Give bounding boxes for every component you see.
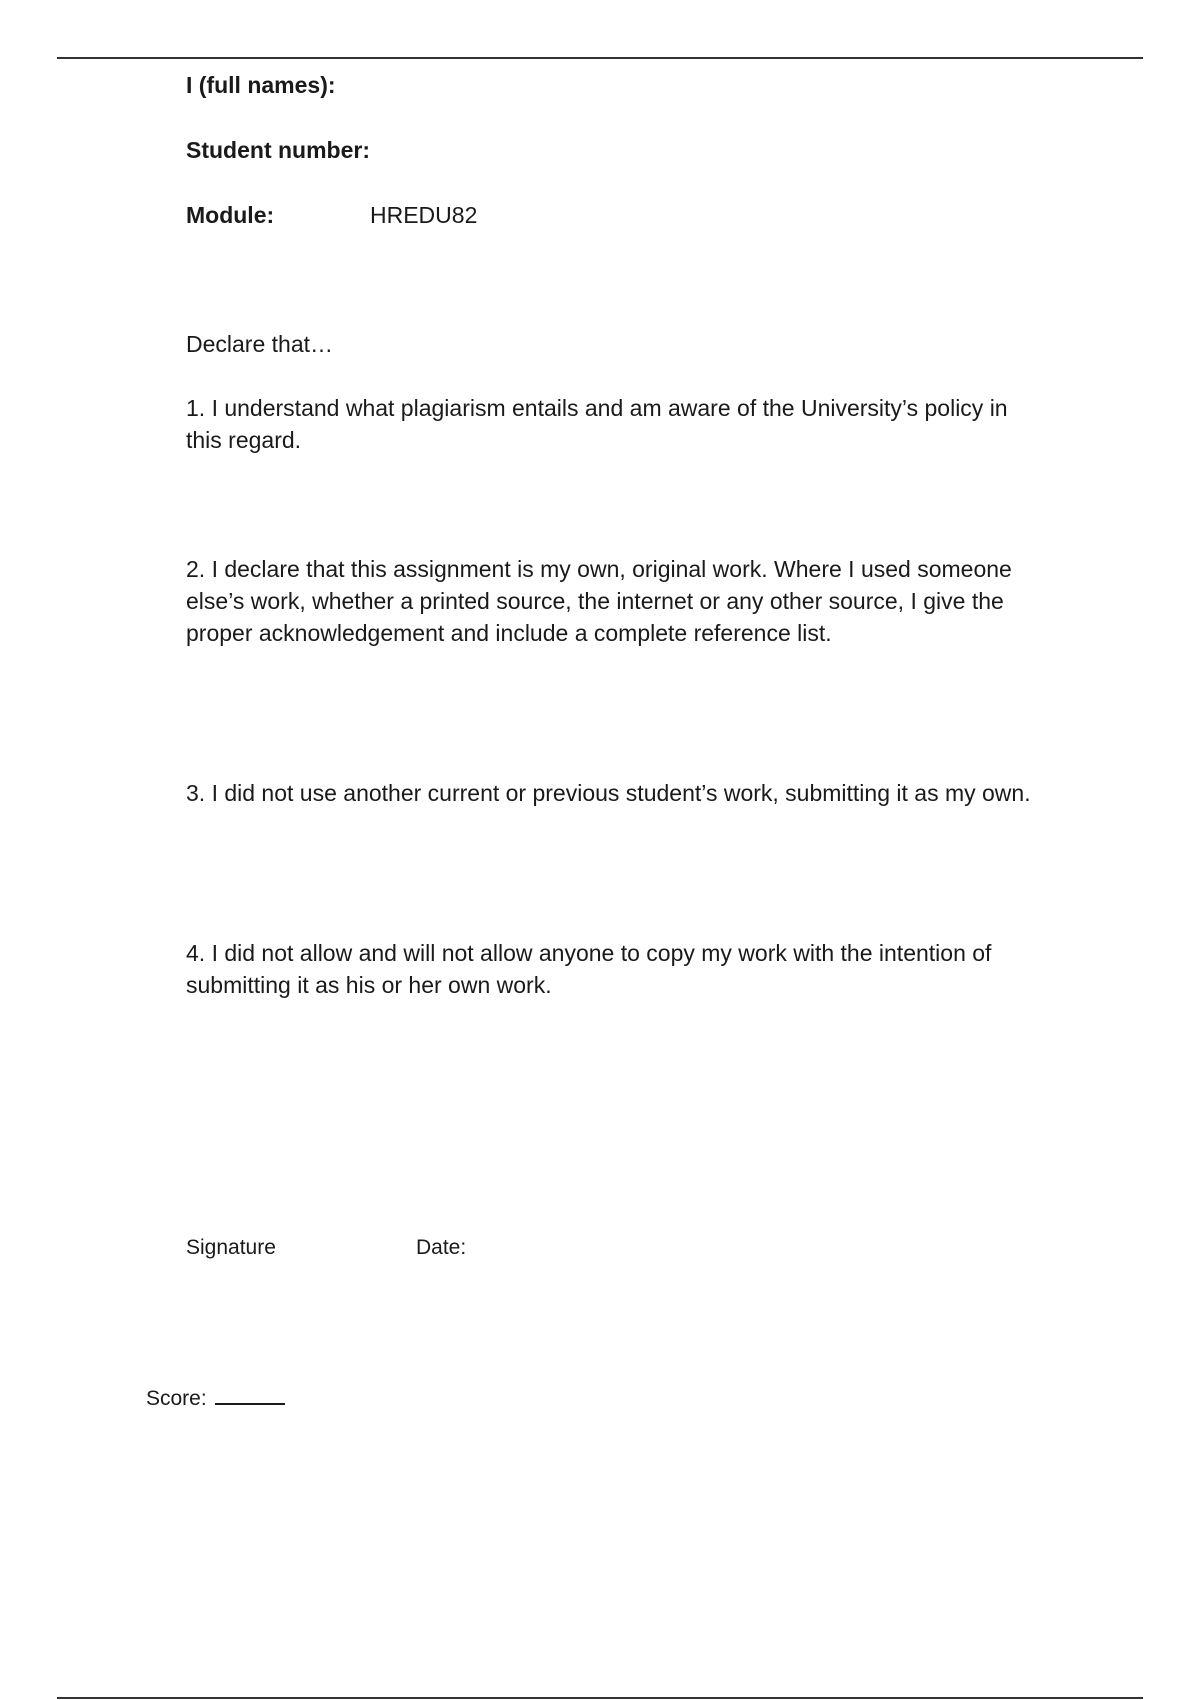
score-blank-line (215, 1381, 285, 1405)
module-value: HREDU82 (370, 202, 478, 228)
bottom-divider (57, 1697, 1143, 1699)
module-field (186, 200, 478, 230)
student-number-field (186, 135, 370, 165)
score-label: Score: (146, 1387, 207, 1410)
module-label: Module: (186, 202, 275, 228)
top-divider (57, 57, 1143, 59)
student-number-label: Student number: (186, 137, 370, 163)
signature-label: Signature (186, 1236, 276, 1259)
declaration-intro: Declare that… (186, 331, 334, 357)
date-label: Date: (416, 1236, 467, 1259)
full-names-label: I (full names): (186, 72, 336, 98)
full-names-field (186, 70, 336, 100)
declaration-item-3: 3. I did not use another current or previous student’s work, submitting it as my own. (186, 780, 1031, 806)
declaration-item-1: 1. I understand what plagiarism entails and am aware of the University’s policy in this regard. (186, 395, 1008, 453)
declaration-item-2: 2. I declare that this assignment is my own, original work. Where I used someone else’s work, whether a printed source, the internet or any other source, I give the proper acknowledgement and include a complete reference list. (186, 556, 1012, 646)
score-field (146, 1381, 285, 1413)
declaration-item-4: 4. I did not allow and will not allow anyone to copy my work with the intention of submitting it as his or her own work. (186, 940, 992, 998)
